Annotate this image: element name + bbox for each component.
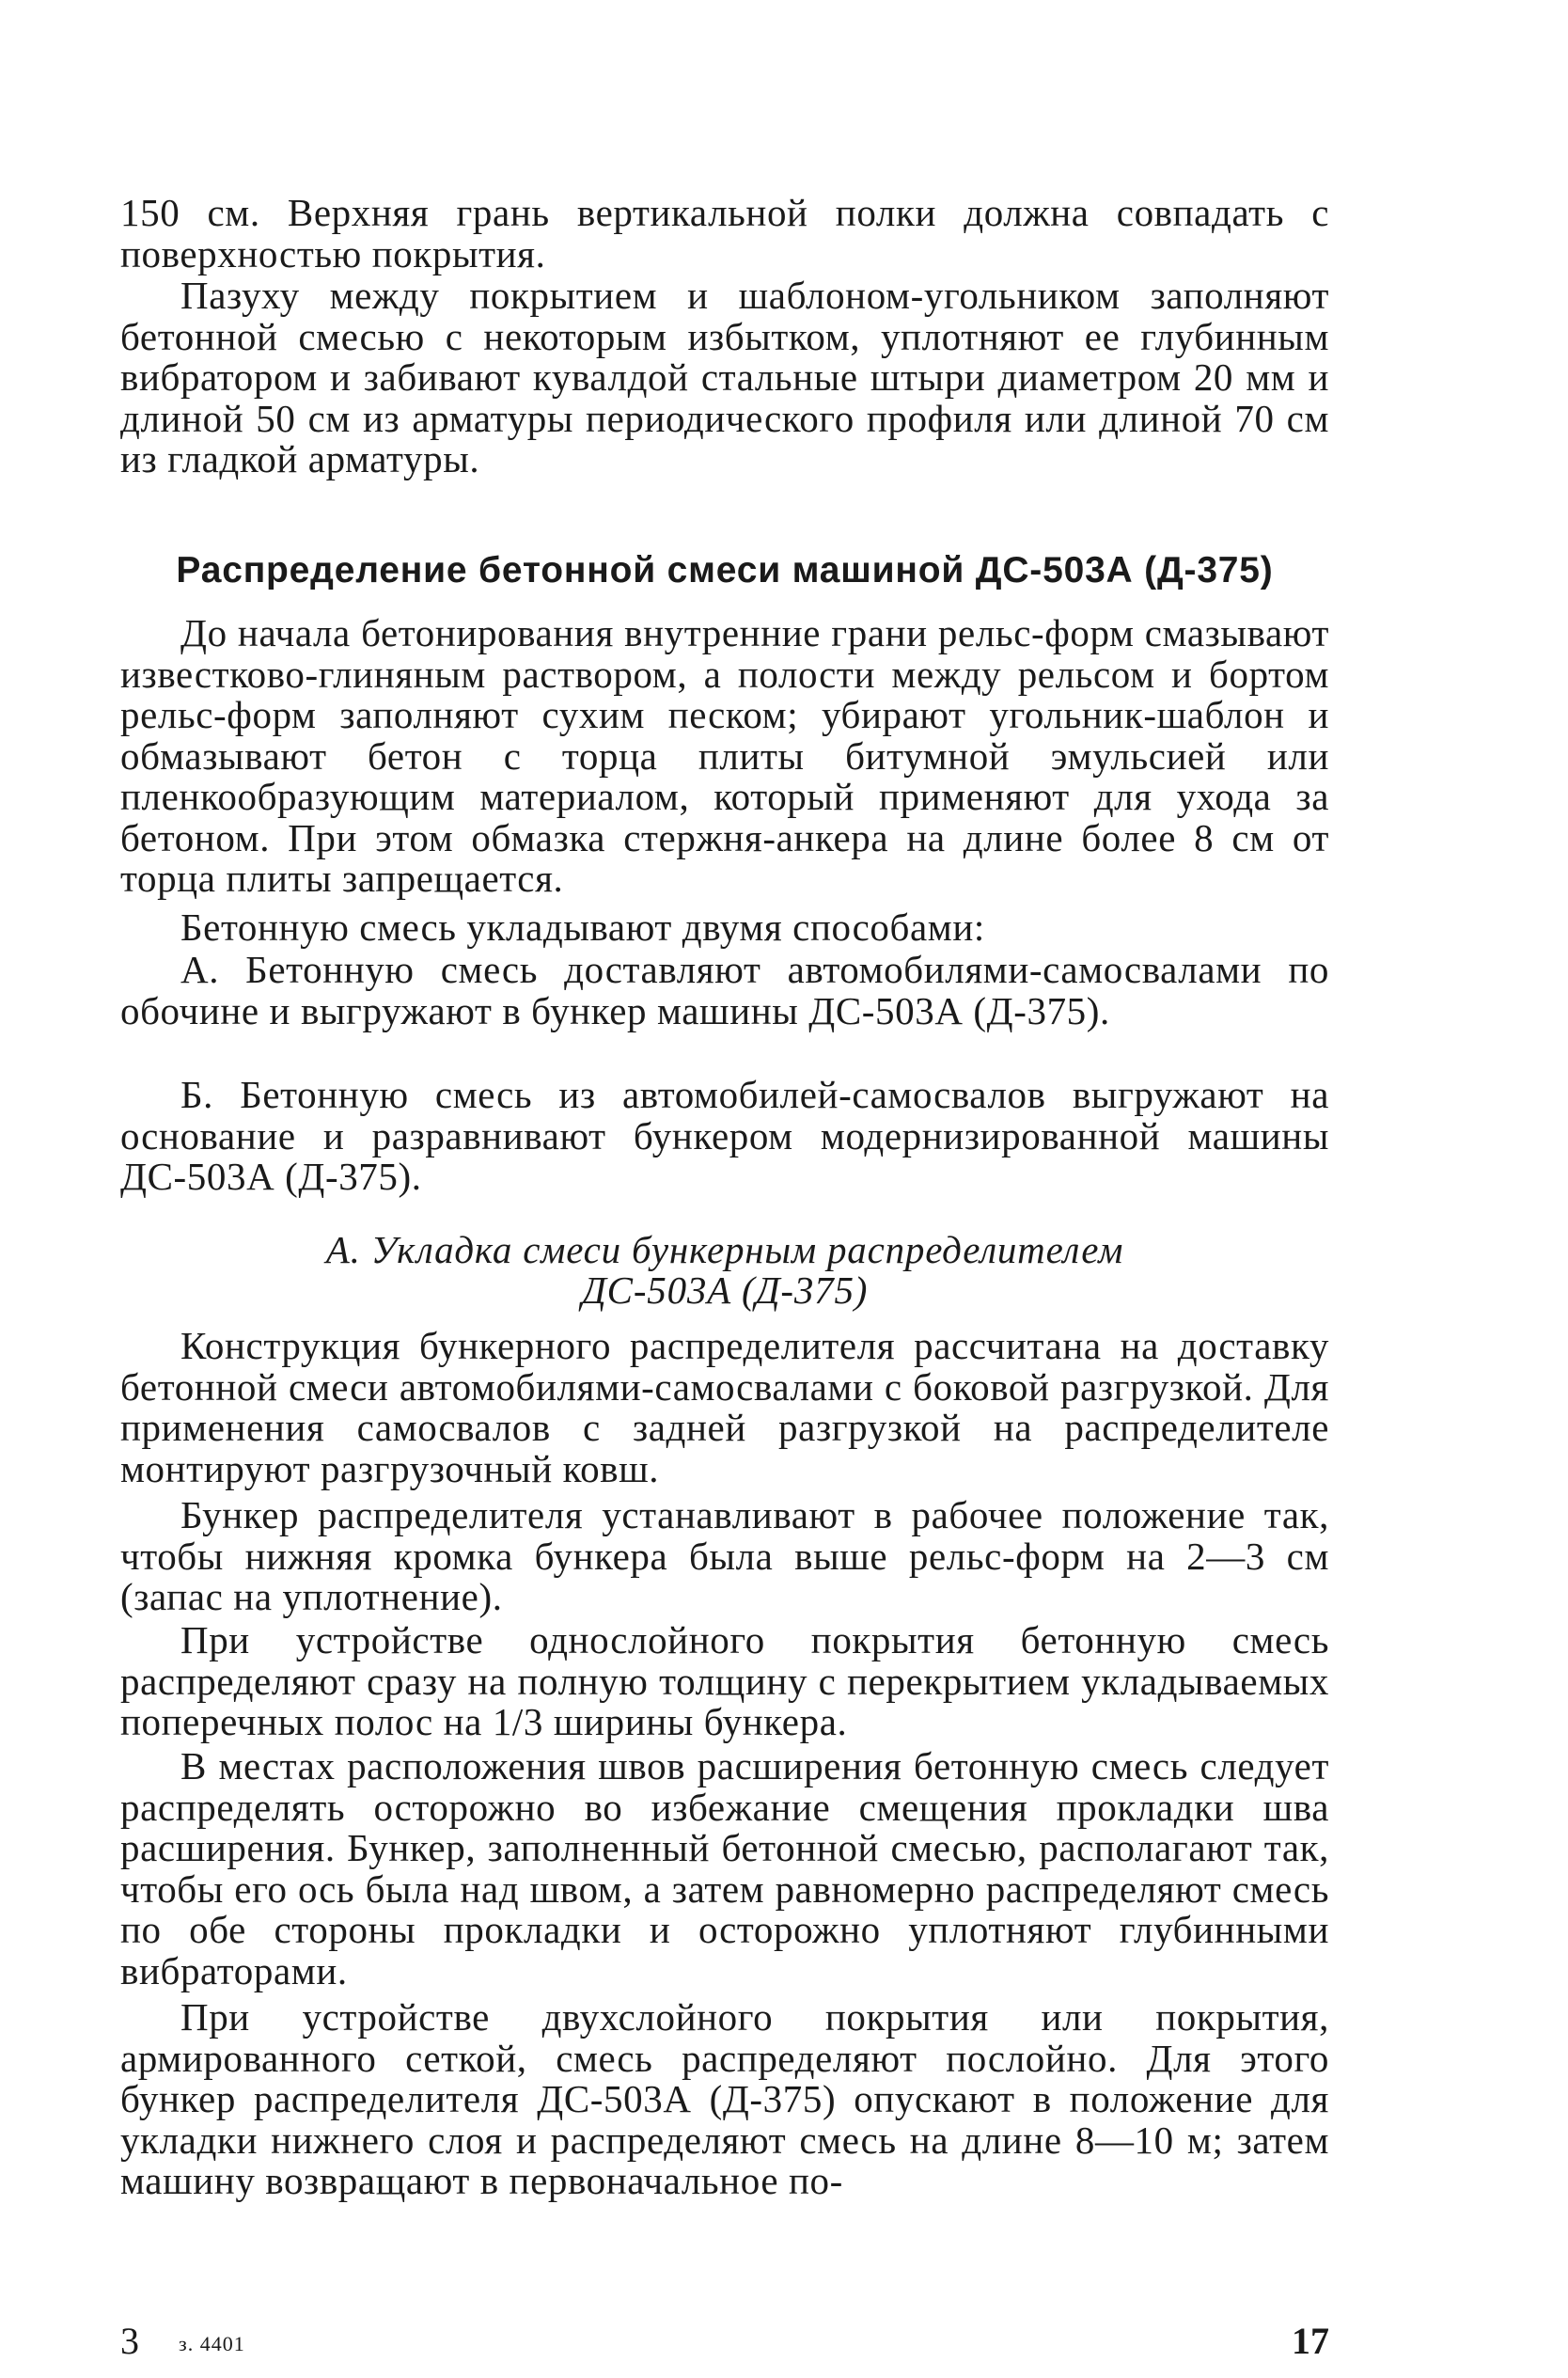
paragraph-10: В местах расположения швов расширения бетонную смесь следует распределять осторожно во избежание смещения прокладки шва расширения. Бункер, заполненный бетонной смесью, располагают так, чтобы его ось была над швом, а затем равномерно распределяют смесь по обе стороны прокладки и осторожно уплотняют глубинными вибраторами. xyxy=(120,1744,1329,1992)
paragraph-8: Бункер распределителя устанавливают в рабочее положение так, чтобы нижняя кромка бункера была выше рельс-форм на 2—3 см (запас на уплотнение). xyxy=(120,1493,1329,1618)
paragraph-2: Пазуху между покрытием и шаблоном-угольником заполняют бетонной смесью с некоторым избытком, уплотняют ее глубинным вибратором и забивают кувалдой стальные штыри диаметром 20 мм и длиной 50 см из арматуры периодического профиля или длиной 70 см из гладкой арматуры. xyxy=(120,274,1329,480)
paragraph-1: 150 см. Верхняя грань вертикальной полки должна совпадать с поверхностью покрытия. xyxy=(120,191,1329,276)
subsection-heading-line-2: ДС-503А (Д-375) xyxy=(581,1268,869,1312)
subsection-heading-line-1: А. Укладка смеси бункерным распределителем xyxy=(325,1228,1124,1271)
paragraph-4: Бетонную смесь укладывают двумя способами: xyxy=(180,906,985,949)
subsection-heading xyxy=(120,1230,1329,1311)
paragraph-5: А. Бетонную смесь доставляют автомобилями-самосвалами по обочине и выгружают в бункер машины ДС-503А (Д-375). xyxy=(120,948,1329,1032)
section-heading: Распределение бетонной смеси машиной ДС-503А (Д-375) xyxy=(176,550,1274,591)
paragraph-6: Б. Бетонную смесь из автомобилей-самосвалов выгружают на основание и разравнивают бункером модернизированной машины ДС-503А (Д-375). xyxy=(120,1073,1329,1198)
paragraph-3: До начала бетонирования внутренние грани рельс-форм смазывают известково-глиняным раствором, а полости между рельсом и бортом рельс-форм заполняют сухим песком; убирают угольник-шаблон и обмазывают бетон с торца плиты битумной эмульсией или пленкообразующим материалом, который применяют для ухода за бетоном. При этом обмазка стержня-анкера на длине более 8 см от торца плиты запрещается. xyxy=(120,611,1329,900)
signature-mark: 3 xyxy=(120,2320,139,2362)
print-order-number: з. 4401 xyxy=(179,2332,245,2355)
paragraph-11: При устройстве двухслойного покрытия или покрытия, армированного сеткой, смесь распределяют послойно. Для этого бункер распределителя ДС-503А (Д-375) опускают в положение для укладки нижнего слоя и распределяют смесь на длине 8—10 м; затем машину возвращают в первоначальное по- xyxy=(120,1995,1329,2202)
paragraph-7: Конструкция бункерного распределителя рассчитана на доставку бетонной смеси автомобилями-самосвалами с боковой разгрузкой. Для применения самосвалов с задней разгрузкой на распределителе монтируют разгрузочный ковш. xyxy=(120,1324,1329,1490)
paragraph-9: При устройстве однослойного покрытия бетонную смесь распределяют сразу на полную толщину с перекрытием укладываемых поперечных полос на 1/3 ширины бункера. xyxy=(120,1618,1329,1743)
page-number: 17 xyxy=(1292,2320,1329,2362)
